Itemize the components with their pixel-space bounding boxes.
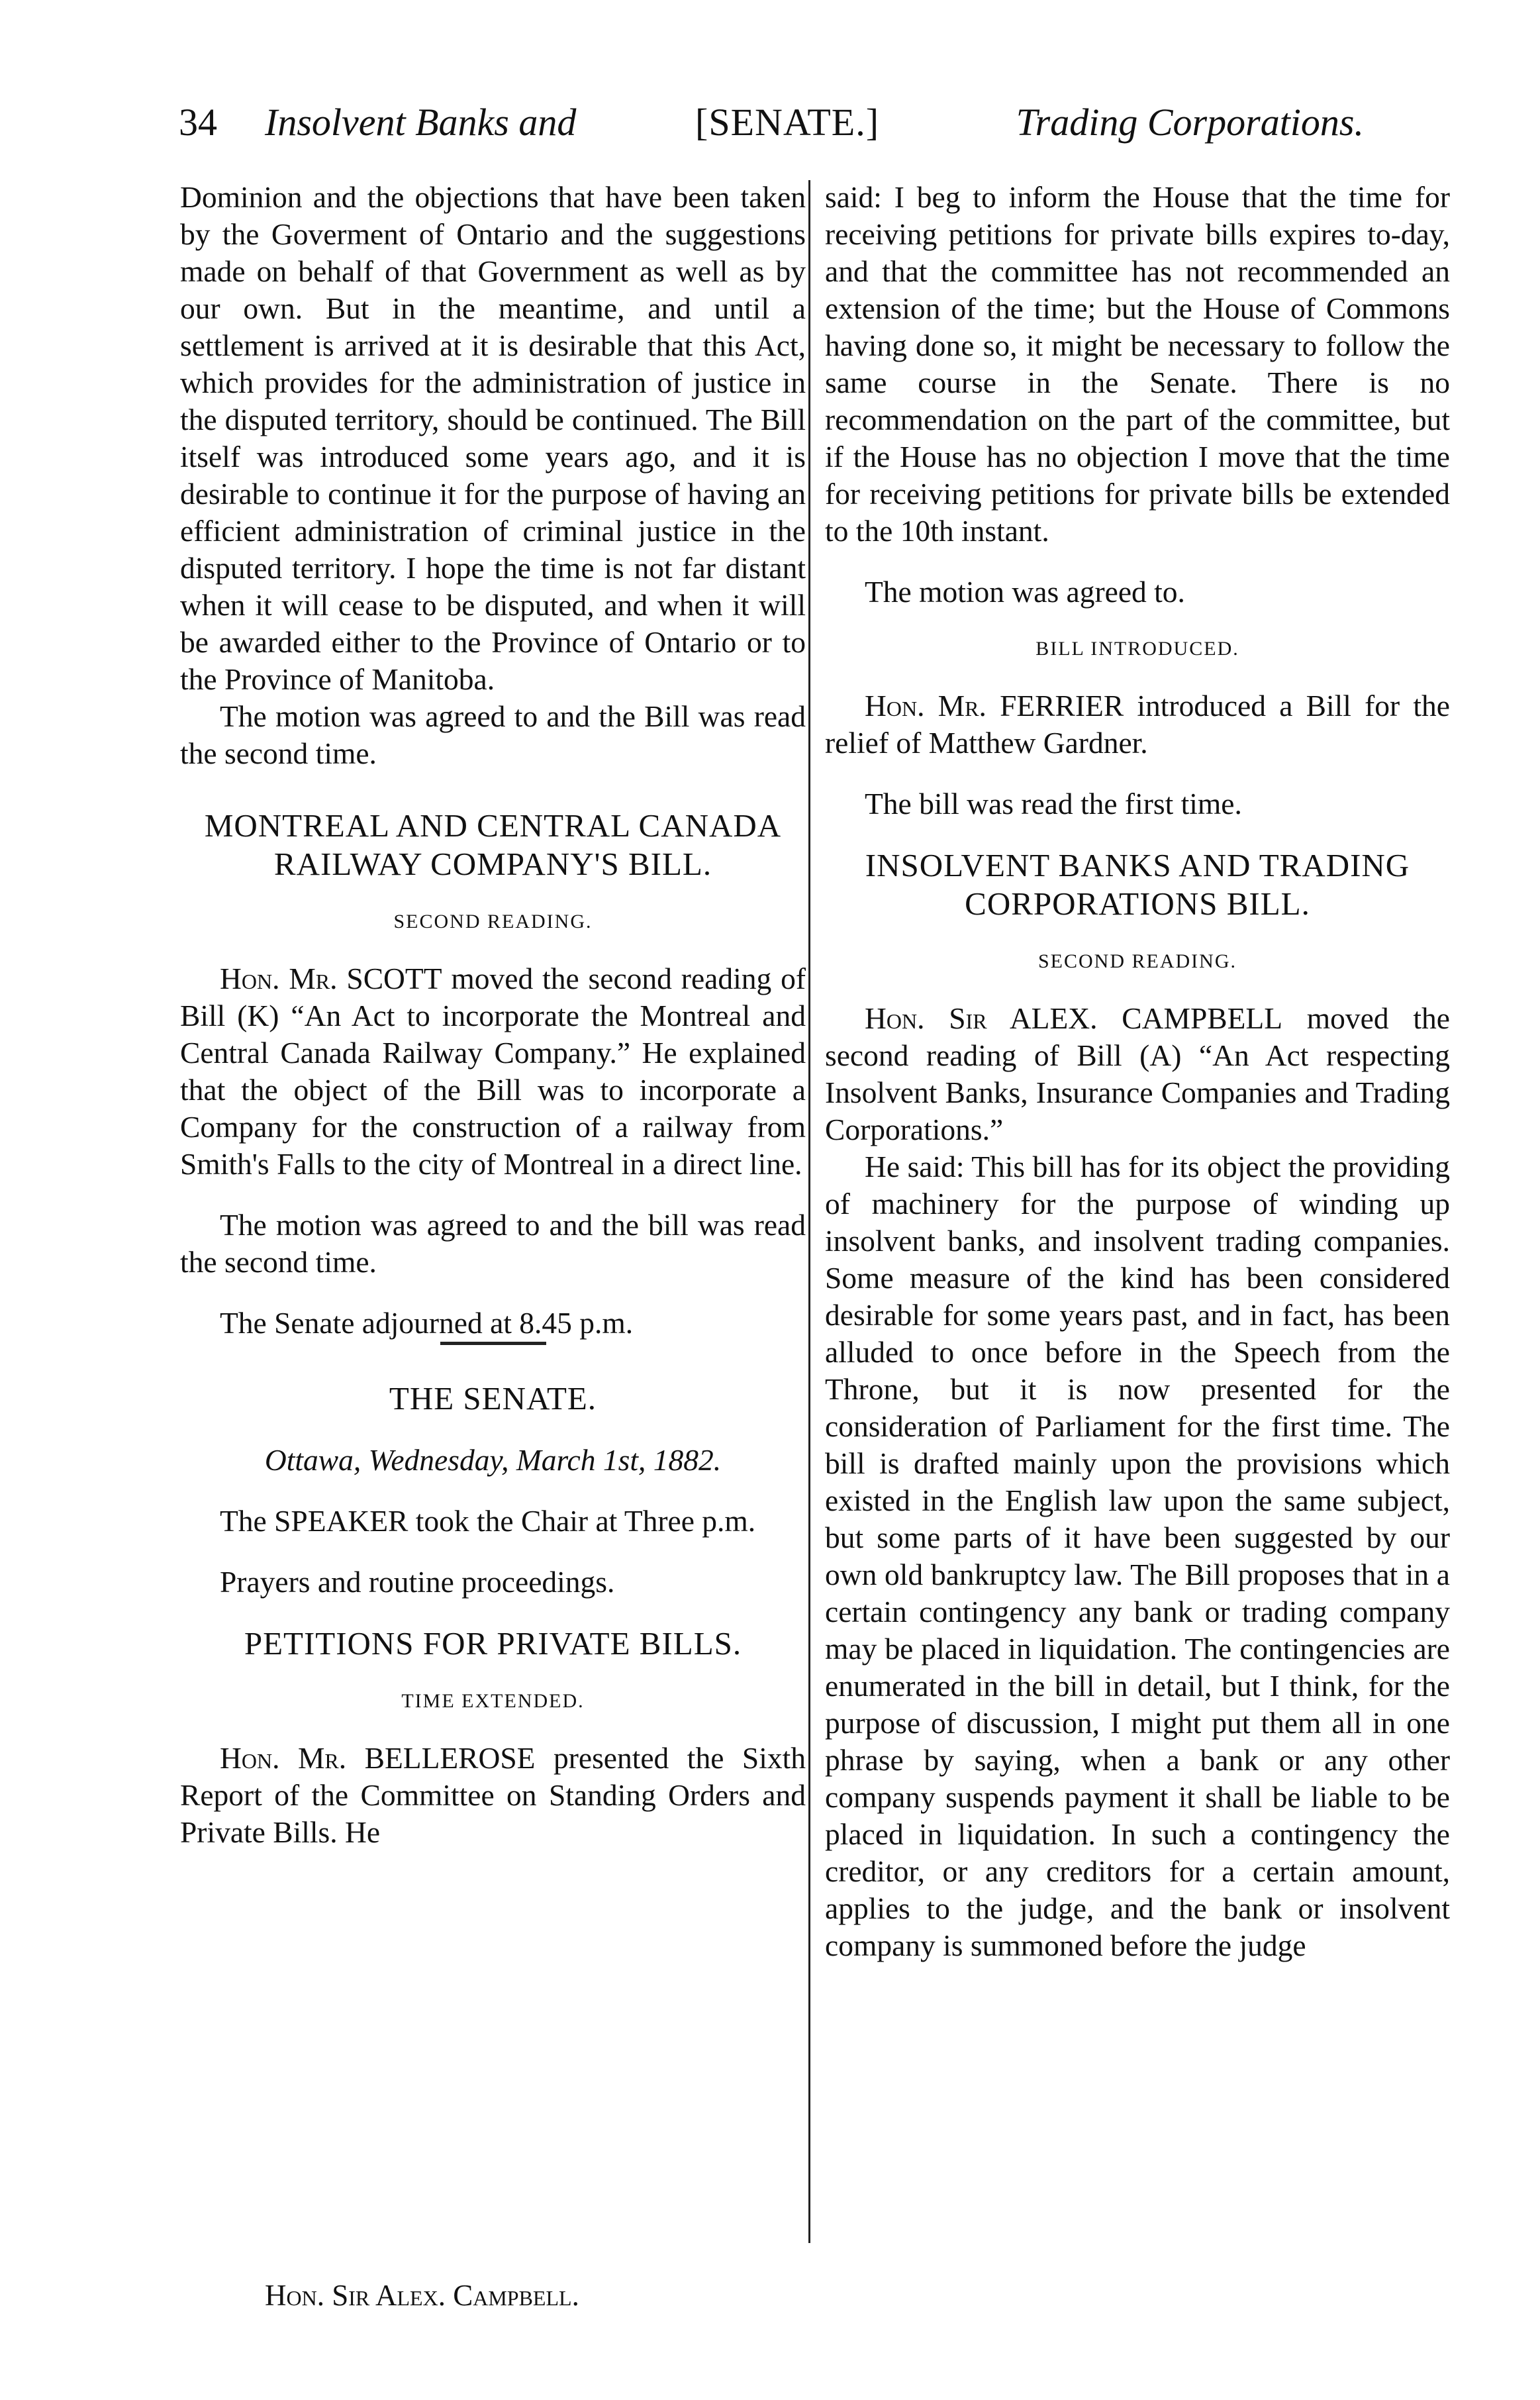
paragraph (180, 960, 806, 1183)
section-heading: PETITIONS FOR PRIVATE BILLS. (244, 1625, 742, 1662)
section-subheading: SECOND READING. (393, 911, 593, 932)
paragraph-text: presented the Sixth Report of the Committee on Standing Orders and Private Bills. He (180, 1741, 806, 1849)
paragraph (825, 1000, 1450, 1148)
page-number: 34 (179, 101, 217, 144)
speaker-name: Hon. Mr. FERRIER (865, 689, 1124, 723)
dateline: Ottawa, Wednesday, March 1st, 1882. (264, 1443, 722, 1477)
speaker-name: Hon. Mr. SCOTT (220, 962, 442, 995)
running-title-center: [SENATE.] (695, 101, 880, 144)
catchword: Hon. Sir Alex. Campbell. (265, 2279, 579, 2312)
section-subheading: SECOND READING. (1038, 950, 1237, 972)
running-title-right: Trading Corporations. (1016, 101, 1364, 144)
paragraph: He said: This bill has for its object the providing of machinery for the purpose of winding up insolvent banks, and insolvent trading companies. Some measure of the kind has been considered desirable for some years past, and in fact, has been alluded to once before in the Speech from the Throne, but it is now presented for the consideration of Parliament for the first time. The bill is drafted mainly upon the provisions which existed in the English law upon the same subject, but some parts of it have been suggested by our own old bankruptcy law. The Bill proposes that in a certain contingency any bank or trading company may be placed in liquidation. The contingencies are enumerated in the bill in detail, but I think, for the purpose of discussion, I might put them all in one phrase by saying, when a bank or any other company suspends payment it shall be liable to be placed in liquidation. In such a contingency the creditor, or any creditors for a certain amount, applies to the judge, and the bank or insolvent company is summoned before the judge (825, 1150, 1450, 1962)
section-heading: INSOLVENT BANKS AND TRADING CORPORATIONS BILL. (865, 847, 1410, 922)
paragraph: The Senate adjourned at 8.45 p.m. (220, 1306, 634, 1340)
section-subheading: TIME EXTENDED. (401, 1690, 585, 1712)
section-divider (440, 1342, 546, 1345)
paragraph-text: moved the second reading of Bill (K) “An Act to incorporate the Montreal and Central Canada Railway Company.” He explained that the object of the Bill was to incorporate a Company for the construction of a railway from Smith's Falls to the city of Montreal in a direct line. (180, 962, 806, 1181)
paragraph: The motion was agreed to and the Bill was read the second time. (180, 699, 806, 770)
speaker-name: Hon. Mr. BELLEROSE (220, 1741, 536, 1775)
column-divider (808, 180, 810, 2243)
paragraph: Prayers and routine proceedings. (220, 1565, 615, 1599)
paragraph (180, 1740, 806, 1851)
section-heading: THE SENATE. (389, 1380, 597, 1417)
speaker-name: Hon. Sir ALEX. CAMPBELL (865, 1001, 1282, 1035)
section-subheading: BILL INTRODUCED. (1035, 638, 1239, 660)
right-column (825, 179, 1450, 1964)
section-heading: MONTREAL AND CENTRAL CANADA RAILWAY COMPANY'S BILL. (204, 807, 782, 882)
paragraph: The motion was agreed to. (865, 575, 1185, 609)
page-header (179, 99, 1364, 146)
running-title-left: Insolvent Banks and (265, 101, 577, 144)
left-column (180, 179, 806, 1851)
paragraph: The bill was read the first time. (865, 787, 1242, 821)
paragraph-text: moved the second reading of Bill (A) “An Act respecting Insolvent Banks, Insurance Companies and Trading Corporations.” (825, 1001, 1450, 1146)
paragraph: Dominion and the objections that have been taken by the Goverment of Ontario and the suggestions made on behalf of that Government as well as by our own. But in the meantime, and until a settlement is arrived at it is desirable that this Act, which provides for the administration of justice in the disputed territory, should be continued. The Bill itself was introduced some years ago, and it is desirable to continue it for the purpose of having an efficient administration of criminal justice in the disputed territory. I hope the time is not far distant when it will cease to be disputed, and when it will be awarded either to the Province of Ontario or to the Province of Manitoba. (180, 180, 806, 696)
paragraph (825, 687, 1450, 762)
paragraph-text: introduced a Bill for the relief of Matthew Gardner. (825, 689, 1450, 760)
paragraph: The motion was agreed to and the bill was read the second time. (180, 1208, 806, 1279)
paragraph: The SPEAKER took the Chair at Three p.m. (220, 1504, 756, 1538)
paragraph: said: I beg to inform the House that the time for receiving petitions for private bills expires to-day, and that the committee has not recommended an extension of the time; but the House of Commons having done so, it might be necessary to follow the same course in the Senate. There is no recommendation on the part of the committee, but if the House has no objection I move that the time for receiving petitions for private bills be extended to the 10th instant. (825, 180, 1450, 548)
